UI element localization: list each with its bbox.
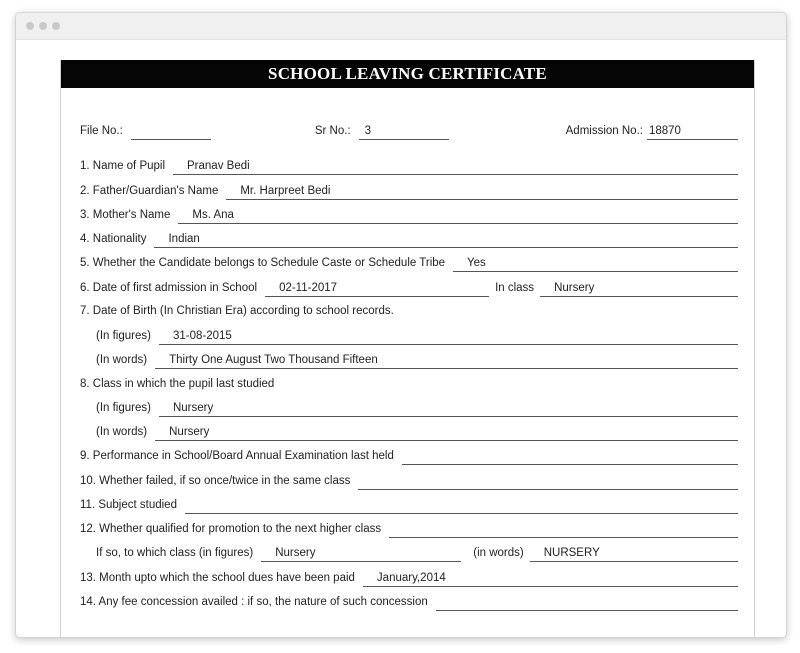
admission-no-value: 18870	[648, 125, 681, 137]
certificate-title: SCHOOL LEAVING CERTIFICATE	[61, 60, 754, 88]
field-row-7b	[96, 349, 738, 369]
pupil-name-value: Pranav Bedi	[187, 160, 250, 172]
last-class-words-value: Nursery	[169, 426, 210, 438]
browser-window	[15, 12, 787, 638]
dob-figures-value: 31-08-2015	[172, 330, 232, 342]
nationality-field[interactable]	[154, 230, 738, 248]
field-row-12	[80, 518, 738, 538]
last-class-figures-label: (In figures)	[96, 402, 151, 414]
field-row-9	[80, 445, 738, 465]
file-no-label: File No.:	[80, 125, 123, 137]
field-row-4	[80, 228, 738, 248]
admission-class-value: Nursery	[554, 282, 595, 294]
first-admission-value: 02-11-2017	[279, 282, 338, 294]
window-minimize-dot-icon[interactable]	[39, 22, 47, 30]
nationality-label: 4. Nationality	[80, 233, 147, 245]
performance-field[interactable]	[402, 447, 738, 465]
promotion-field[interactable]	[389, 520, 738, 538]
field-row-2	[80, 180, 738, 200]
caste-value: Yes	[467, 257, 486, 269]
window-titlebar	[16, 13, 786, 40]
failed-field[interactable]	[358, 472, 738, 490]
concession-label: 14. Any fee concession availed : if so, the nature of such concession	[80, 596, 428, 608]
last-class-figures-value: Nursery	[172, 402, 214, 414]
pupil-name-label: 1. Name of Pupil	[80, 160, 166, 172]
field-row-13	[80, 567, 738, 587]
sr-no-value: 3	[364, 125, 372, 137]
field-row-11	[80, 494, 738, 514]
dues-label: 13. Month upto which the school dues have been paid	[80, 572, 355, 584]
caste-field[interactable]	[453, 254, 738, 272]
sr-no-label: Sr No.:	[314, 125, 351, 137]
admission-no-field[interactable]	[647, 122, 738, 140]
field-row-10	[80, 470, 738, 490]
field-row-12a	[96, 542, 738, 562]
field-row-8a	[96, 397, 738, 417]
dob-figures-label: (In figures)	[96, 330, 151, 342]
sr-no-field[interactable]	[359, 122, 449, 140]
admission-no-label: Admission No.:	[565, 125, 643, 137]
window-close-dot-icon[interactable]	[26, 22, 34, 30]
guardian-name-value: Mr. Harpreet Bedi	[240, 185, 331, 197]
guardian-name-label: 2. Father/Guardian's Name	[80, 185, 219, 197]
field-row-14	[80, 591, 738, 611]
pupil-name-field[interactable]	[173, 157, 738, 175]
dues-field[interactable]	[363, 569, 738, 587]
promoted-words-label: (in words)	[473, 547, 524, 559]
promoted-class-value: Nursery	[275, 547, 316, 559]
field-row-1	[80, 155, 738, 175]
field-row-6	[80, 277, 738, 297]
mother-name-label: 3. Mother's Name	[80, 209, 171, 221]
concession-field[interactable]	[436, 593, 738, 611]
mother-name-value: Ms. Ana	[192, 209, 234, 221]
file-no-field[interactable]	[131, 122, 211, 140]
field-row-7a	[96, 325, 738, 345]
field-row-8	[80, 373, 738, 393]
promoted-words-value: NURSERY	[543, 547, 600, 559]
first-admission-field[interactable]	[265, 279, 489, 297]
dob-words-value: Thirty One August Two Thousand Fifteen	[169, 354, 378, 366]
window-maximize-dot-icon[interactable]	[52, 22, 60, 30]
field-row-3	[80, 204, 738, 224]
last-class-words-field[interactable]	[155, 423, 738, 441]
dues-value: January,2014	[376, 572, 446, 584]
subject-label: 11. Subject studied	[80, 499, 177, 511]
last-class-figures-field[interactable]	[159, 399, 738, 417]
guardian-name-field[interactable]	[226, 182, 738, 200]
first-admission-label: 6. Date of first admission in School	[80, 282, 258, 294]
dob-figures-field[interactable]	[159, 327, 738, 345]
admission-class-label: In class	[495, 282, 535, 294]
promoted-class-field[interactable]	[261, 544, 461, 562]
last-class-label: 8. Class in which the pupil last studied	[80, 378, 275, 390]
last-class-words-label: (In words)	[96, 426, 148, 438]
field-row-5	[80, 252, 738, 272]
nationality-value: Indian	[168, 233, 200, 245]
subject-field[interactable]	[185, 496, 738, 514]
dob-label: 7. Date of Birth (In Christian Era) according to school records.	[80, 305, 394, 317]
failed-label: 10. Whether failed, if so once/twice in the same class	[80, 475, 351, 487]
promoted-class-label: If so, to which class (in figures)	[96, 547, 254, 559]
certificate-document	[60, 60, 755, 638]
field-row-8b	[96, 421, 738, 441]
performance-label: 9. Performance in School/Board Annual Examination last held	[80, 450, 394, 462]
promotion-label: 12. Whether qualified for promotion to the next higher class	[80, 523, 382, 535]
header-row	[80, 120, 738, 140]
dob-words-field[interactable]	[155, 351, 738, 369]
admission-class-field[interactable]	[540, 279, 738, 297]
dob-words-label: (In words)	[96, 354, 148, 366]
caste-label: 5. Whether the Candidate belongs to Schedule Caste or Schedule Tribe	[80, 257, 446, 269]
field-row-7	[80, 300, 738, 320]
promoted-words-field[interactable]	[530, 544, 738, 562]
mother-name-field[interactable]	[178, 206, 738, 224]
